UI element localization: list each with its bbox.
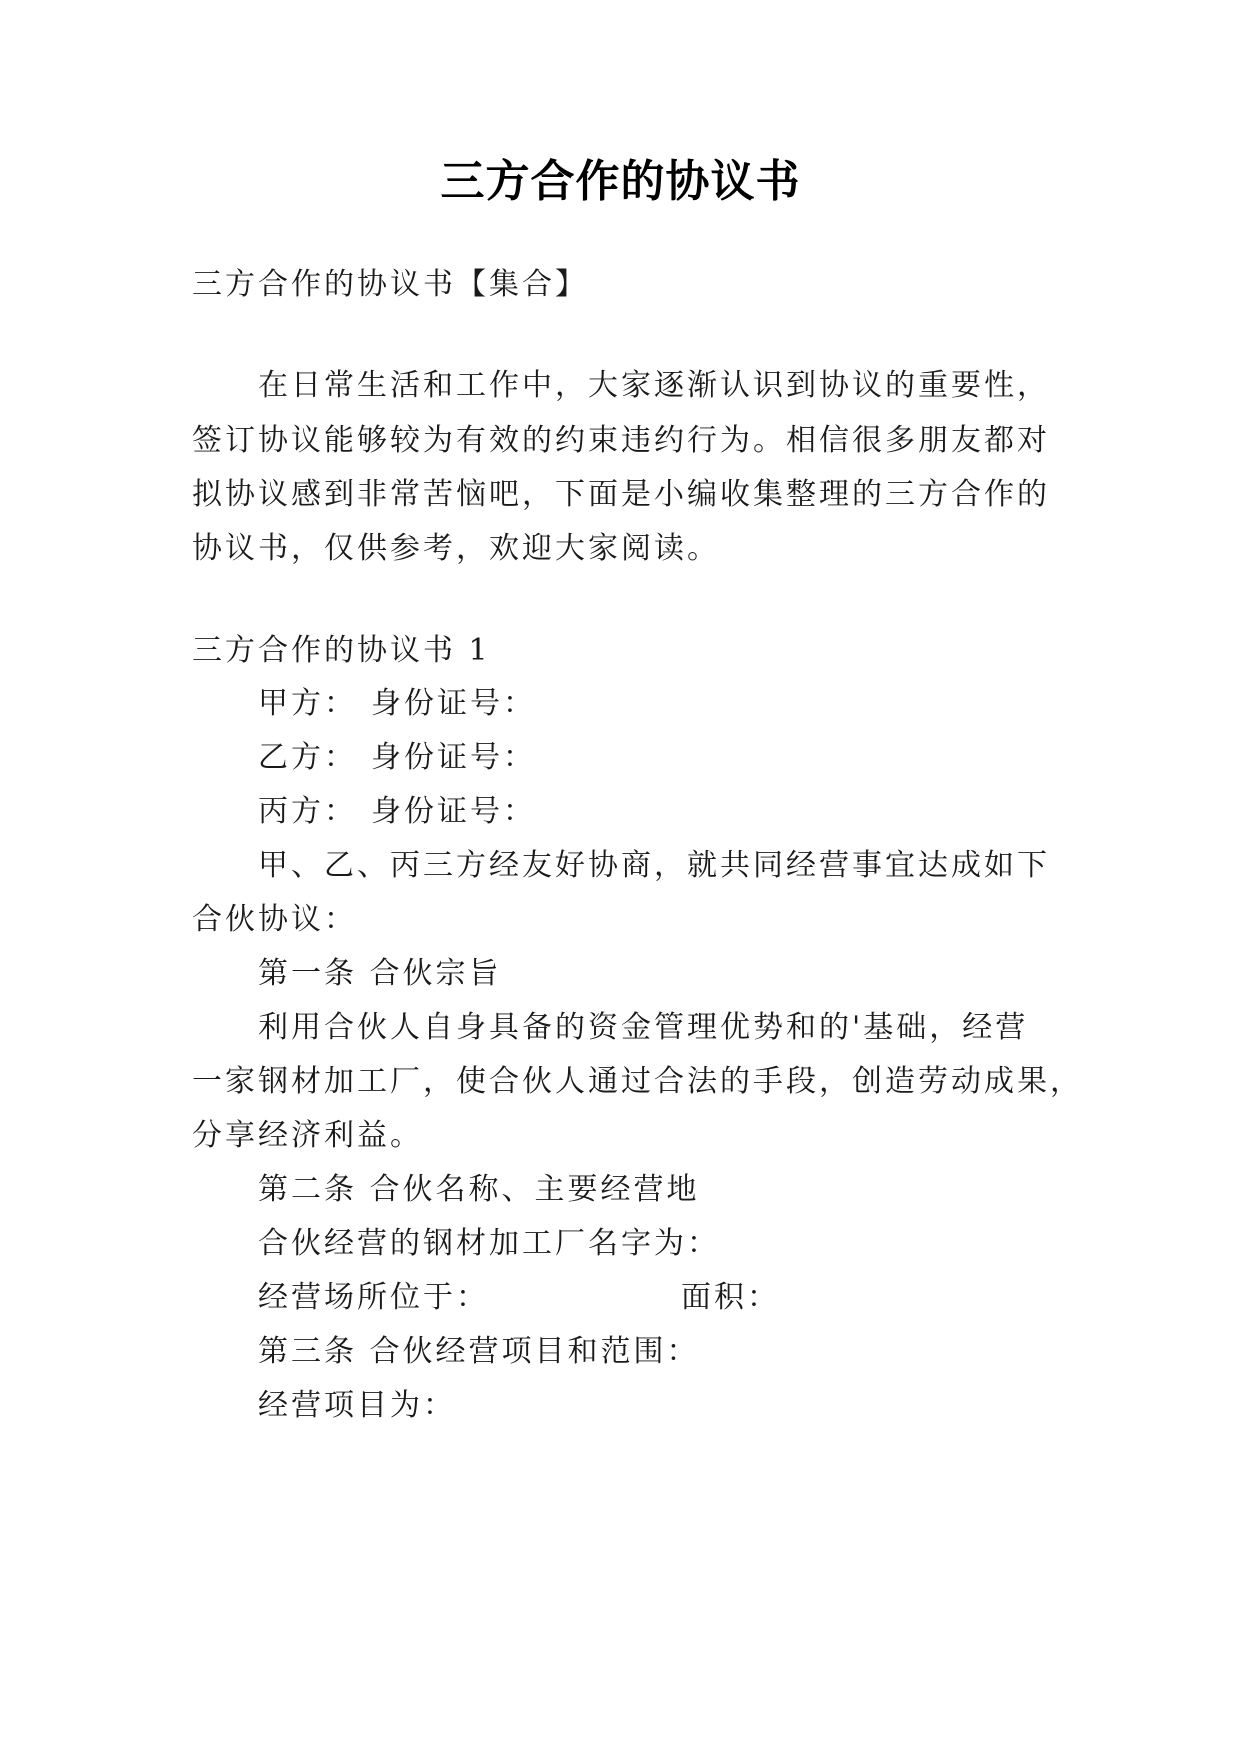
article-2-location-line	[258, 1278, 780, 1318]
section-heading: 三方合作的协议书 1	[192, 633, 491, 668]
article-1-line-2: 一家钢材加工厂，使合伙人通过合法的手段，创造劳动成果，	[192, 1064, 1083, 1099]
party-c-id-label: 身份证号：	[371, 794, 536, 829]
party-b-label: 乙方：	[258, 740, 357, 775]
article-3-items-label: 经营项目为：	[258, 1388, 456, 1423]
agreement-line-2: 合伙协议：	[192, 902, 357, 937]
article-1-line-3: 分享经济利益。	[192, 1118, 423, 1153]
intro-line-2: 签订协议能够较为有效的约束违约行为。相信很多朋友都对	[192, 423, 1050, 458]
party-c-line	[258, 792, 536, 832]
party-a-line	[258, 684, 536, 724]
intro-line-1: 在日常生活和工作中，大家逐渐认识到协议的重要性，	[258, 368, 1050, 403]
intro-line-3: 拟协议感到非常苦恼吧，下面是小编收集整理的三方合作的	[192, 477, 1050, 512]
article-3-heading: 第三条 合伙经营项目和范围：	[258, 1334, 700, 1369]
intro-line-4: 协议书，仅供参考，欢迎大家阅读。	[192, 531, 720, 566]
article-1-heading: 第一条 合伙宗旨	[258, 956, 502, 991]
party-b-line	[258, 738, 536, 778]
location-label: 经营场所位于：	[258, 1280, 489, 1315]
party-a-label: 甲方：	[258, 686, 357, 721]
document-subtitle: 三方合作的协议书【集合】	[192, 267, 588, 302]
area-label: 面积：	[681, 1280, 780, 1315]
article-1-line-1: 利用合伙人自身具备的资金管理优势和的'基础，经营	[258, 1010, 1029, 1045]
agreement-line-1: 甲、乙、丙三方经友好协商，就共同经营事宜达成如下	[258, 848, 1050, 883]
article-2-heading: 第二条 合伙名称、主要经营地	[258, 1172, 700, 1207]
party-a-id-label: 身份证号：	[371, 686, 536, 721]
party-b-id-label: 身份证号：	[371, 740, 536, 775]
document-title: 三方合作的协议书	[440, 156, 801, 207]
article-2-name-line: 合伙经营的钢材加工厂名字为：	[258, 1226, 720, 1261]
party-c-label: 丙方：	[258, 794, 357, 829]
